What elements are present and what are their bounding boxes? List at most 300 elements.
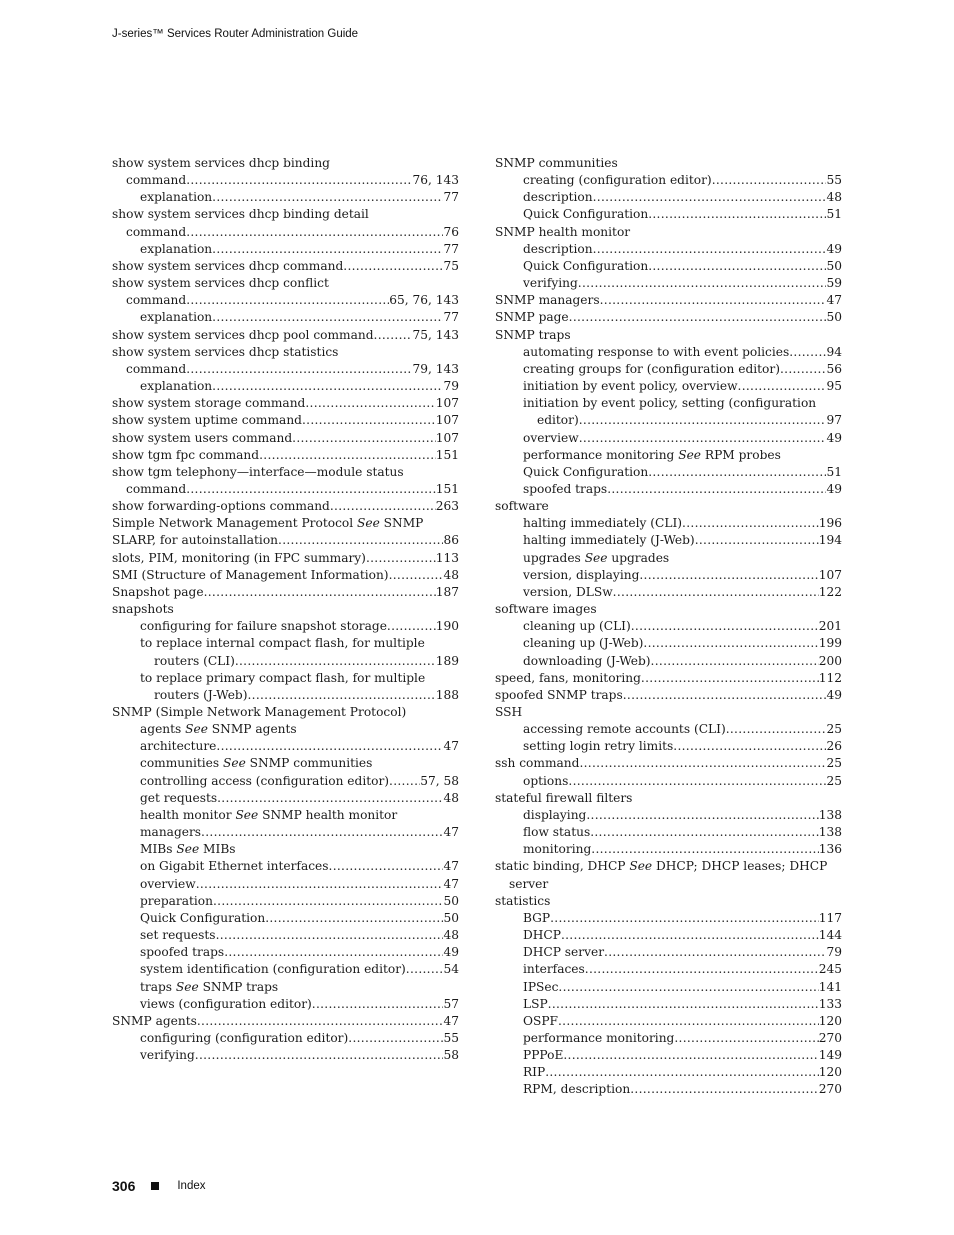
- dot-leader: [591, 841, 818, 858]
- index-entry: [112, 567, 459, 584]
- page-reference: 201: [818, 619, 842, 634]
- index-term: get requests: [140, 790, 218, 805]
- index-entry: [495, 910, 842, 927]
- running-header: J-series™ Services Router Administration Guide: [112, 28, 359, 40]
- index-entry: [495, 1013, 842, 1030]
- page-reference: 76: [443, 224, 459, 239]
- see-reference: See: [678, 447, 702, 462]
- page-reference: 194: [818, 533, 842, 548]
- page-reference: 54: [443, 962, 459, 977]
- dot-leader: [212, 189, 443, 206]
- index-entry: [495, 876, 842, 893]
- page-reference: 49: [826, 481, 842, 496]
- page-reference: 151: [435, 481, 459, 496]
- page-reference: 59: [826, 276, 842, 291]
- page-reference: 86: [443, 533, 459, 548]
- index-entry: [112, 550, 459, 567]
- index-term: SNMP managers: [495, 293, 600, 308]
- index-term: server: [509, 876, 549, 891]
- index-term: spoofed SNMP traps: [495, 687, 623, 702]
- page-reference: 48: [443, 790, 459, 805]
- page-reference: 47: [443, 825, 459, 840]
- index-entry: [495, 327, 842, 344]
- index-term: initiation by event policy, overview: [523, 379, 738, 394]
- page-reference: 77: [443, 190, 459, 205]
- index-entry: [112, 635, 459, 652]
- page-reference: 94: [826, 344, 842, 359]
- dot-leader: [406, 961, 444, 978]
- page-reference: 95: [826, 379, 842, 394]
- dot-leader: [212, 378, 443, 395]
- index-term: Quick Configuration: [523, 464, 649, 479]
- index-term: DHCP server: [523, 945, 605, 960]
- page-reference: 47: [443, 859, 459, 874]
- dot-leader: [607, 481, 826, 498]
- index-entry: [112, 653, 459, 670]
- index-entry: [495, 618, 842, 635]
- index-entry: [495, 258, 842, 275]
- index-term: creating groups for (configuration editor): [523, 361, 780, 376]
- index-term: show system services dhcp statistics: [112, 344, 339, 359]
- page-number: 306: [112, 1178, 136, 1194]
- index-entry: [112, 1047, 459, 1064]
- page-reference: 270: [818, 1082, 842, 1097]
- page-reference: 149: [818, 1048, 842, 1063]
- dot-leader: [548, 996, 819, 1013]
- index-entry: [112, 224, 459, 241]
- index-term: to replace internal compact flash, for multiple: [140, 636, 425, 651]
- page-reference: 79, 143: [412, 361, 459, 376]
- index-term: explanation: [140, 310, 213, 325]
- index-entry: [112, 841, 459, 858]
- index-term: SNMP agents: [112, 1013, 197, 1028]
- dot-leader: [651, 653, 819, 670]
- index-entry: [495, 430, 842, 447]
- index-term: IPSec: [523, 979, 559, 994]
- index-term: ssh command: [495, 756, 580, 771]
- dot-leader: [389, 567, 444, 584]
- dot-leader: [600, 292, 827, 309]
- index-entry: [112, 979, 459, 996]
- index-entry: [495, 224, 842, 241]
- index-entry: [495, 601, 842, 618]
- page-reference: 136: [818, 842, 842, 857]
- index-term: SNMP communities: [495, 156, 618, 170]
- dot-leader: [558, 1013, 819, 1030]
- index-entry: [112, 601, 459, 618]
- index-term: show system services dhcp binding detail: [112, 207, 369, 222]
- page-reference: 141: [818, 979, 842, 994]
- index-term: show tgm fpc command: [112, 447, 260, 462]
- dot-leader: [265, 910, 443, 927]
- page-reference: 48: [826, 190, 842, 205]
- page-reference: 47: [443, 1013, 459, 1028]
- index-entry: [112, 309, 459, 326]
- page-reference: 76, 143: [412, 173, 459, 188]
- index-entry: [495, 1047, 842, 1064]
- dot-leader: [674, 1030, 818, 1047]
- index-entry: [112, 378, 459, 395]
- page-reference: 199: [818, 636, 842, 651]
- dot-leader: [195, 1047, 444, 1064]
- index-term: RIP: [523, 1065, 546, 1080]
- index-term: halting immediately (CLI): [523, 516, 683, 531]
- dot-leader: [623, 687, 827, 704]
- index-term: upgrades See upgrades: [523, 550, 670, 565]
- index-entry: [112, 206, 459, 223]
- dot-leader: [216, 738, 443, 755]
- page-reference: 25: [826, 756, 842, 771]
- page-reference: 107: [818, 567, 842, 582]
- dot-leader: [259, 447, 436, 464]
- index-term: to replace primary compact flash, for multiple: [140, 670, 426, 685]
- see-reference: See: [357, 516, 380, 531]
- page-reference: 56: [826, 361, 842, 376]
- page-reference: 117: [818, 910, 842, 925]
- index-term: traps See SNMP traps: [140, 979, 279, 994]
- index-entry: [112, 773, 459, 790]
- index-entry: [495, 1081, 842, 1098]
- index-term: SSH: [495, 705, 523, 719]
- footer-section-name: Index: [177, 1180, 206, 1192]
- dot-leader: [387, 618, 436, 635]
- index-term: performance monitoring See RPM probes: [523, 447, 781, 462]
- dot-leader: [247, 687, 435, 704]
- index-entry: [112, 361, 459, 378]
- dot-leader: [593, 189, 827, 206]
- dot-leader: [780, 361, 827, 378]
- page-reference: 120: [818, 1013, 842, 1028]
- index-entry: [495, 412, 842, 429]
- index-term: verifying: [523, 276, 578, 291]
- index-entry: [495, 841, 842, 858]
- dot-leader: [343, 258, 443, 275]
- page-reference: 50: [826, 310, 842, 325]
- dot-leader: [579, 412, 827, 429]
- index-term: show system storage command: [112, 396, 306, 411]
- index-term: command: [126, 361, 187, 376]
- index-term: command: [126, 224, 187, 239]
- index-entry: [112, 241, 459, 258]
- index-entry: [112, 584, 459, 601]
- index-entry: [495, 670, 842, 687]
- dot-leader: [648, 464, 826, 481]
- page-reference: 79: [826, 945, 842, 960]
- page-reference: 107: [435, 413, 459, 428]
- index-entry: [495, 790, 842, 807]
- index-entry: [112, 498, 459, 515]
- index-term: accessing remote accounts (CLI): [523, 722, 726, 737]
- dot-leader: [673, 738, 826, 755]
- index-entry: [495, 172, 842, 189]
- index-entry: [112, 515, 459, 532]
- index-entry: [112, 618, 459, 635]
- page-reference: 47: [826, 293, 842, 308]
- dot-leader: [593, 241, 827, 258]
- index-entry: [112, 447, 459, 464]
- index-entry: [495, 361, 842, 378]
- page-reference: 97: [826, 413, 842, 428]
- page-reference: 270: [818, 1030, 842, 1045]
- dot-leader: [682, 515, 819, 532]
- index-term: displaying: [523, 807, 587, 822]
- page-reference: 50: [443, 910, 459, 925]
- index-entry: [495, 241, 842, 258]
- page-reference: 51: [826, 207, 842, 222]
- index-term: LSP: [523, 996, 548, 1011]
- index-entry: [112, 155, 459, 172]
- index-term: performance monitoring: [523, 1030, 675, 1045]
- index-term: spoofed traps: [523, 481, 608, 496]
- index-entry: [495, 738, 842, 755]
- page-reference: 57, 58: [420, 773, 459, 788]
- see-reference: See: [176, 842, 200, 857]
- index-entry: [112, 412, 459, 429]
- index-entry: [495, 961, 842, 978]
- index-entry: [495, 275, 842, 292]
- index-term: speed, fans, monitoring: [495, 670, 641, 685]
- index-entry: [112, 430, 459, 447]
- page-reference: 79: [443, 379, 459, 394]
- page-reference: 138: [818, 807, 842, 822]
- page-reference: 65, 76, 143: [389, 293, 459, 308]
- dot-leader: [648, 258, 826, 275]
- page-reference: 263: [435, 499, 459, 514]
- dot-leader: [348, 1030, 443, 1047]
- index-term: overview: [523, 430, 579, 445]
- index-entry: [112, 721, 459, 738]
- page-reference: 77: [443, 310, 459, 325]
- index-term: Quick Configuration: [140, 910, 266, 925]
- index-term: SNMP health monitor: [495, 224, 631, 239]
- page-reference: 47: [443, 876, 459, 891]
- see-reference: See: [185, 722, 208, 737]
- page-reference: 58: [443, 1048, 459, 1063]
- dot-leader: [738, 378, 827, 395]
- index-term: system identification (configuration editor): [140, 962, 406, 977]
- index-entry: [495, 653, 842, 670]
- index-term: static binding, DHCP See DHCP; DHCP leases; DHCP: [495, 859, 828, 874]
- dot-leader: [292, 430, 436, 447]
- index-entry: [112, 996, 459, 1013]
- dot-leader: [579, 755, 826, 772]
- dot-leader: [196, 876, 444, 893]
- index-entry: [495, 395, 842, 412]
- page-reference: 138: [818, 825, 842, 840]
- page-reference: 48: [443, 928, 459, 943]
- page-reference: 107: [435, 430, 459, 445]
- index-term: controlling access (configuration editor): [140, 773, 390, 788]
- page-reference: 120: [818, 1065, 842, 1080]
- dot-leader: [789, 344, 826, 361]
- index-term: RPM, description: [523, 1082, 631, 1097]
- dot-leader: [302, 412, 436, 429]
- index-entry: [495, 447, 842, 464]
- index-term: show system services dhcp command: [112, 258, 344, 273]
- index-term: managers: [140, 825, 202, 840]
- see-reference: See: [629, 859, 653, 874]
- index-term: cleaning up (CLI): [523, 619, 631, 634]
- index-term: flow status: [523, 825, 591, 840]
- index-term: health monitor See SNMP health monitor: [140, 807, 398, 822]
- index-term: BGP: [523, 910, 551, 925]
- footer-square-bullet: [151, 1182, 159, 1190]
- index-entry: [112, 464, 459, 481]
- index-entry: [112, 893, 459, 910]
- dot-leader: [604, 944, 826, 961]
- index-term: statistics: [495, 893, 551, 908]
- index-term: agents See SNMP agents: [140, 722, 297, 737]
- index-term: PPPoE: [523, 1048, 564, 1063]
- dot-leader: [561, 927, 819, 944]
- page-reference: 50: [443, 893, 459, 908]
- page-reference: 49: [826, 687, 842, 702]
- see-reference: See: [175, 979, 199, 994]
- index-entry: [112, 961, 459, 978]
- index-term: show system services dhcp conflict: [112, 276, 329, 291]
- page-reference: 133: [818, 996, 842, 1011]
- dot-leader: [389, 773, 420, 790]
- page-reference: 151: [435, 447, 459, 462]
- index-entry: [112, 1030, 459, 1047]
- dot-leader: [197, 1013, 444, 1030]
- page-reference: 113: [435, 550, 459, 565]
- see-reference: See: [235, 807, 259, 822]
- index-term: command: [126, 481, 187, 496]
- page-reference: 144: [818, 928, 842, 943]
- index-entry: [495, 893, 842, 910]
- page-reference: 49: [443, 945, 459, 960]
- dot-leader: [579, 430, 827, 447]
- index-term: preparation: [140, 893, 213, 908]
- dot-leader: [212, 241, 443, 258]
- index-entry: [112, 189, 459, 206]
- index-term: DHCP: [523, 928, 561, 943]
- dot-leader: [630, 1081, 819, 1098]
- dot-leader: [235, 653, 436, 670]
- page-reference: 25: [826, 722, 842, 737]
- index-entry: [495, 773, 842, 790]
- index-term: stateful firewall filters: [495, 790, 633, 805]
- dot-leader: [278, 532, 443, 549]
- page-reference: 55: [826, 173, 842, 188]
- index-column-left: [112, 155, 459, 1064]
- index-term: creating (configuration editor): [523, 173, 712, 188]
- index-term: show system uptime command: [112, 413, 302, 428]
- index-term: automating response to with event policies: [523, 344, 790, 359]
- dot-leader: [563, 1047, 818, 1064]
- dot-leader: [568, 773, 826, 790]
- index-entry: [495, 292, 842, 309]
- index-term: Snapshot page: [112, 584, 204, 599]
- index-entry: [495, 515, 842, 532]
- dot-leader: [186, 481, 436, 498]
- page-footer: [112, 1178, 206, 1194]
- page-reference: 189: [435, 653, 459, 668]
- index-term: configuring for failure snapshot storage: [140, 619, 387, 634]
- index-term: architecture: [140, 739, 217, 754]
- index-entry: [495, 464, 842, 481]
- dot-leader: [186, 292, 389, 309]
- dot-leader: [224, 944, 443, 961]
- page-reference: 112: [818, 670, 842, 685]
- index-term: SNMP traps: [495, 327, 571, 342]
- index-term: configuring (configuration editor): [140, 1030, 349, 1045]
- dot-leader: [558, 979, 818, 996]
- see-reference: See: [223, 756, 246, 771]
- index-term: show tgm telephony—interface—module status: [112, 464, 404, 479]
- index-entry: [112, 395, 459, 412]
- index-entry: [495, 155, 842, 172]
- index-term: version, DLSw: [523, 584, 613, 599]
- index-entry: [495, 704, 842, 721]
- index-entry: [495, 481, 842, 498]
- index-term: halting immediately (J-Web): [523, 533, 695, 548]
- index-entry: [495, 755, 842, 772]
- dot-leader: [213, 893, 444, 910]
- index-entry: [495, 550, 842, 567]
- index-term: show system services dhcp pool command: [112, 327, 374, 342]
- page-reference: 77: [443, 241, 459, 256]
- index-entry: [112, 824, 459, 841]
- index-entry: [112, 790, 459, 807]
- dot-leader: [695, 532, 819, 549]
- index-entry: [495, 721, 842, 738]
- index-entry: [495, 824, 842, 841]
- index-entry: [495, 1030, 842, 1047]
- index-term: downloading (J-Web): [523, 653, 651, 668]
- index-entry: [495, 567, 842, 584]
- dot-leader: [639, 567, 818, 584]
- dot-leader: [578, 275, 827, 292]
- index-term: options: [523, 773, 569, 788]
- index-entry: [495, 687, 842, 704]
- index-entry: [112, 327, 459, 344]
- index-term: editor): [537, 413, 579, 428]
- index-term: communities See SNMP communities: [140, 756, 373, 771]
- page-reference: 26: [826, 739, 842, 754]
- index-entry: [495, 1064, 842, 1081]
- index-term: views (configuration editor): [140, 996, 312, 1011]
- index-term: verifying: [140, 1048, 195, 1063]
- index-term: software images: [495, 602, 597, 617]
- index-term: SNMP page: [495, 310, 569, 325]
- index-entry: [495, 189, 842, 206]
- index-entry: [495, 309, 842, 326]
- index-entry: [495, 498, 842, 515]
- dot-leader: [569, 309, 827, 326]
- dot-leader: [585, 961, 819, 978]
- see-reference: See: [584, 550, 608, 565]
- index-term: show system users command: [112, 430, 293, 445]
- dot-leader: [186, 172, 412, 189]
- index-entry: [495, 635, 842, 652]
- index-term: SNMP (Simple Network Management Protocol): [112, 705, 407, 719]
- dot-leader: [366, 550, 436, 567]
- index-term: SMI (Structure of Management Information): [112, 567, 389, 582]
- index-term: explanation: [140, 241, 213, 256]
- page-reference: 122: [818, 584, 842, 599]
- index-entry: [495, 206, 842, 223]
- index-term: OSPF: [523, 1013, 558, 1028]
- index-term: on Gigabit Ethernet interfaces: [140, 859, 329, 874]
- index-entry: [112, 532, 459, 549]
- index-entry: [112, 172, 459, 189]
- index-entry: [112, 807, 459, 824]
- index-term: cleaning up (J-Web): [523, 636, 644, 651]
- index-entry: [112, 275, 459, 292]
- page-reference: 57: [443, 996, 459, 1011]
